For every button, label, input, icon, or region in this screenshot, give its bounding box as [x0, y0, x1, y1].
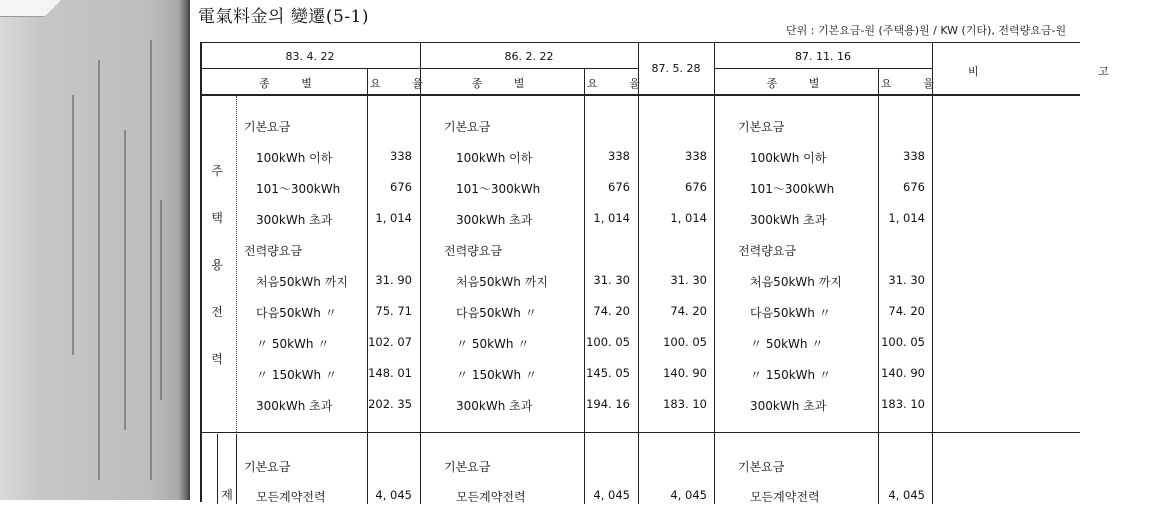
row-label: 101～300kWh [256, 182, 341, 196]
header-date-1: 83. 4. 22 [285, 50, 335, 63]
rate-value: 31. 30 [593, 273, 630, 287]
rate-value: 1, 014 [888, 211, 925, 225]
rate-value: 4, 045 [593, 488, 630, 502]
side-dotted-divider [236, 96, 237, 432]
rate-value: 74. 20 [670, 304, 707, 318]
header-date-3: 87. 5. 28 [651, 62, 701, 75]
scan-streak [150, 40, 152, 480]
row-label: 처음50kWh 까지 [256, 275, 348, 289]
header-rate-2: 요 율 [587, 77, 654, 90]
rate-value: 102. 07 [368, 335, 412, 349]
document-page [190, 0, 1167, 504]
scan-streak [124, 130, 126, 430]
col-divider [714, 42, 715, 504]
header-date-4: 87. 11. 16 [795, 50, 851, 63]
rate-value: 4, 045 [375, 488, 412, 502]
rate-value: 74. 20 [888, 304, 925, 318]
row-label: 100kWh 이하 [750, 151, 827, 165]
row-label: 전력량요금 [244, 244, 302, 258]
row-label: 다음50kWh 〃 [750, 306, 831, 320]
row-label: 다음50kWh 〃 [456, 306, 537, 320]
col-divider [932, 42, 933, 504]
header-type-1: 종 별 [259, 77, 326, 90]
rate-value: 4, 045 [888, 488, 925, 502]
row-label: 기본요금 [738, 460, 785, 474]
row-label: 〃 50kWh 〃 [256, 337, 330, 351]
row-label: 모든계약전력 [456, 490, 526, 504]
scan-binding-margin [0, 0, 190, 500]
header-rate-1: 요 율 [370, 77, 437, 90]
rate-value: 1, 014 [593, 211, 630, 225]
rate-value: 194. 16 [586, 397, 630, 411]
header-bottom-border [200, 94, 1080, 96]
row-label: 기본요금 [444, 460, 491, 474]
col-divider [420, 42, 421, 504]
header-type-4: 종 별 [766, 77, 834, 90]
row-label: 〃 50kWh 〃 [750, 337, 824, 351]
row-label: 다음50kWh 〃 [256, 306, 337, 320]
row-label: 기본요금 [444, 120, 491, 134]
rate-value: 338 [685, 149, 707, 163]
side-label-char: 택 [211, 211, 223, 225]
header-remarks: 비 고 [968, 65, 1167, 78]
side-label-char: 주 [211, 164, 223, 178]
scan-streak [98, 60, 100, 480]
row-label: 101～300kWh [456, 182, 541, 196]
row-label: 100kWh 이하 [456, 151, 533, 165]
rate-value: 140. 90 [663, 366, 707, 380]
rate-value: 676 [685, 180, 707, 194]
rate-value: 183. 10 [881, 397, 925, 411]
rate-value: 338 [608, 149, 630, 163]
row-label: 기본요금 [244, 460, 291, 474]
unit-note: 단위 : 기본요금-원 (주택용)원 / KW (기타), 전력량요금-원 [786, 24, 1067, 37]
header-divider [420, 68, 638, 69]
rate-value: 100. 05 [663, 335, 707, 349]
header-divider [714, 68, 932, 69]
row-label: 전력량요금 [738, 244, 796, 258]
rate-value: 338 [903, 149, 925, 163]
row-label: 300kWh 초과 [456, 399, 533, 413]
rate-value: 1, 014 [375, 211, 412, 225]
header-rate-4: 요 율 [881, 77, 948, 90]
row-label: 300kWh 초과 [256, 213, 333, 227]
rate-value: 140. 90 [881, 366, 925, 380]
rate-value: 100. 05 [586, 335, 630, 349]
rate-value: 676 [903, 180, 925, 194]
rate-value: 202. 35 [368, 397, 412, 411]
rate-value: 31. 30 [670, 273, 707, 287]
side-label-char: 제 [221, 488, 233, 502]
side-label-char: 력 [211, 352, 223, 366]
page-title: 電氣料金의 變遷(5-1) [198, 7, 369, 27]
page-corner-fold [44, 0, 62, 16]
rate-value: 145. 05 [586, 366, 630, 380]
row-label: 100kWh 이하 [256, 151, 333, 165]
row-label: 300kWh 초과 [456, 213, 533, 227]
scan-streak [160, 200, 162, 400]
row-label: 기본요금 [738, 120, 785, 134]
side-label-char: 전 [211, 305, 223, 319]
row-label: 모든계약전력 [256, 490, 326, 504]
header-type-2: 종 별 [471, 77, 539, 90]
side-label-char: 용 [211, 258, 223, 272]
rate-value: 148. 01 [368, 366, 412, 380]
row-label: 전력량요금 [444, 244, 502, 258]
col-divider [638, 42, 639, 504]
row-label: 101～300kWh [750, 182, 835, 196]
row-label: 〃 150kWh 〃 [750, 368, 831, 382]
rate-value: 31. 90 [375, 273, 412, 287]
row-label: 기본요금 [244, 120, 291, 134]
rate-value: 676 [608, 180, 630, 194]
side-divider [217, 434, 218, 504]
table-top-border [200, 42, 1080, 43]
scan-streak [72, 95, 74, 355]
rate-value: 1, 014 [670, 211, 707, 225]
rate-value: 74. 20 [593, 304, 630, 318]
row-label: 〃 150kWh 〃 [456, 368, 537, 382]
row-label: 처음50kWh 까지 [456, 275, 548, 289]
rate-value: 100. 05 [881, 335, 925, 349]
rate-value: 183. 10 [663, 397, 707, 411]
row-label: 300kWh 초과 [750, 399, 827, 413]
row-label: 〃 50kWh 〃 [456, 337, 530, 351]
row-label: 〃 150kWh 〃 [256, 368, 337, 382]
header-date-2: 86. 2. 22 [504, 50, 554, 63]
row-label: 300kWh 초과 [750, 213, 827, 227]
side-divider [236, 434, 237, 504]
table-left-border [200, 42, 202, 502]
rate-value: 31. 30 [888, 273, 925, 287]
rate-value: 676 [390, 180, 412, 194]
row-label: 처음50kWh 까지 [750, 275, 842, 289]
header-divider [200, 68, 420, 69]
rate-value: 338 [390, 149, 412, 163]
rate-value: 4, 045 [670, 488, 707, 502]
row-label: 모든계약전력 [750, 490, 820, 504]
page-corner [0, 0, 44, 17]
rate-value: 75. 71 [375, 304, 412, 318]
row-label: 300kWh 초과 [256, 399, 333, 413]
section-divider [200, 432, 1080, 433]
